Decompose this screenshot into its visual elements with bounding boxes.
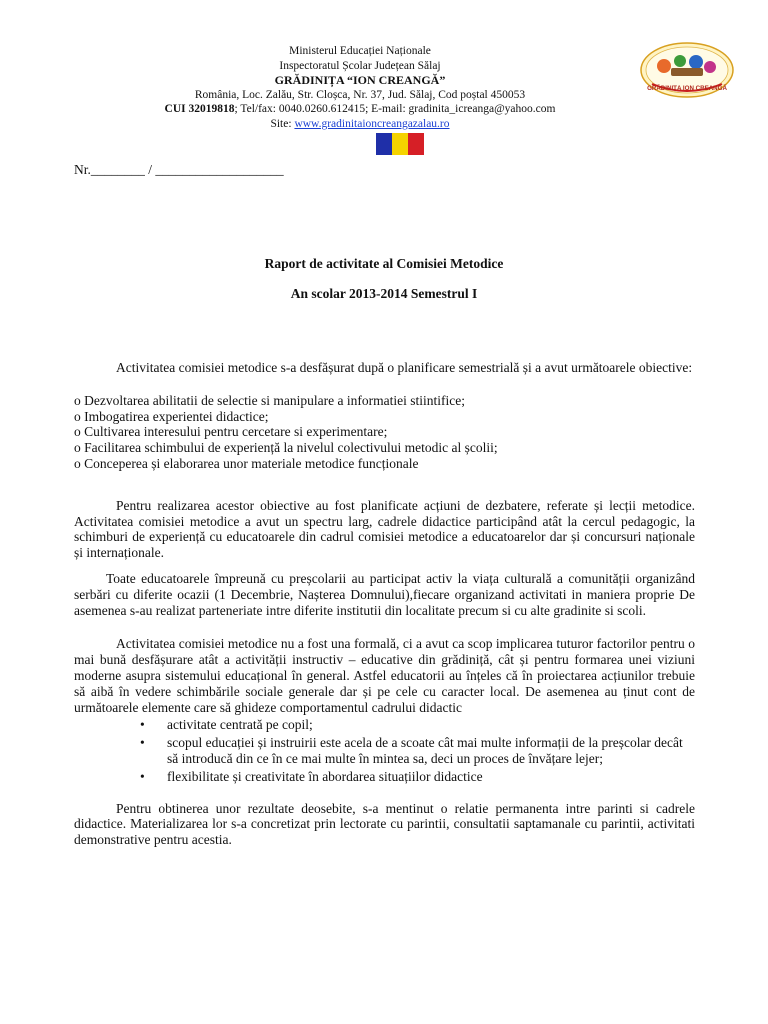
romanian-flag-icon <box>376 133 424 155</box>
flag-stripe-yellow <box>392 133 408 155</box>
flag-stripe-blue <box>376 133 392 155</box>
report-subtitle: An scolar 2013-2014 Semestrul I <box>290 286 478 301</box>
bullet-item <box>140 717 695 733</box>
contact-details: ; Tel/fax: 0040.0260.612415; E-mail: gradinita_icreanga@yahoo.com <box>234 103 556 115</box>
objective-item: o Conceperea și elaborarea unor materiale metodice funcționale <box>74 455 419 471</box>
objective-item: o Facilitarea schimbului de experiență la nivelul colectivului metodic al școlii; <box>74 440 498 456</box>
parents-relation-paragraph: Pentru obtinerea unor rezultate deosebite, s-a mentinut o relatie permanenta intre parinti si cadrele didactice. Materializarea lor s-a concretizat prin lectorate cu parintii, consultatii saptamanale cu parintii, activitati demonstrative pentru acestia. <box>74 800 695 848</box>
bullet-text: activitate centrată pe copil; <box>167 717 313 733</box>
bullet-icon: • <box>140 717 145 733</box>
cui-label: CUI 32019818 <box>164 103 235 115</box>
logo-text: GRĂDINIȚA ION CREANGĂ <box>647 85 727 92</box>
site-link[interactable]: www.gradinitaioncreangazalau.ro <box>294 117 450 130</box>
guiding-elements-list <box>74 717 695 784</box>
flag-stripe-red <box>408 133 424 155</box>
kindergarten-logo-icon <box>640 42 734 98</box>
site-label: Site: <box>270 117 295 130</box>
school-name: GRĂDINIȚA “ION CREANGĂ” <box>274 73 446 87</box>
report-body <box>74 360 695 848</box>
bullet-item <box>140 735 695 767</box>
inspectorate-line: Inspectoratul Școlar Județean Sălaj <box>279 59 441 72</box>
bullet-text: flexibilitate și creativitate în abordarea situațiilor didactice <box>167 768 483 784</box>
bullet-icon: • <box>140 735 145 751</box>
objectives-list <box>74 393 695 472</box>
methodical-commission-paragraph: Activitatea comisiei metodice nu a fost una formală, ci a avut ca scop implicarea tuturor factorilor pentru o mai bună desfășurare atât a activității instructiv – educative din grădiniță, cât și pentru formarea unei viziuni moderne asupra sistemului educațional în general. Astfel educatorii au înțeles că în proiectarea acțiunilor trebuie să aibă în vedere schimbările sociale generale dar și pe cele cu caracter local. De asemenea au ținut cont de următoarele elemente care să ghideze comportamentul cadrului didactic <box>74 636 695 715</box>
planning-paragraph: Pentru realizarea acestor obiective au fost planificate acțiuni de dezbatere, referate și lecții metodice. Activitatea comisiei metodice a avut un spectru larg, cadrele didactice participând atât la cercul pedagogic, la schimburi de experiență cu educatoarele din cadrul comisiei metodice a educatoarelor dar și concursuri naționale și internaționale. <box>74 497 695 561</box>
contact-line <box>150 102 570 117</box>
objective-item: o Dezvoltarea abilitatii de selectie si manipulare a informatiei stiintifice; <box>74 392 465 408</box>
report-title: Raport de activitate al Comisiei Metodice <box>264 256 504 271</box>
cultural-activity-paragraph: Toate educatoarele împreună cu preșcolarii au participat activ la viața culturală a comunității organizând serbări cu diferite ocazii (1 Decembrie, Nașterea Domnului),fiecare organizand activitati in maniera proprie De asemenea s-au realizat parteneriate intre diferite institutii din localitate precum si cu alte gradinite si scoli. <box>74 570 695 618</box>
address-line: România, Loc. Zalău, Str. Cloșca, Nr. 37, Jud. Sălaj, Cod poștal 450053 <box>194 88 526 101</box>
objective-item: o Cultivarea interesului pentru cercetare si experimentare; <box>74 424 388 440</box>
bullet-item <box>140 769 695 785</box>
bullet-text: scopul educației și instruirii este acela de a scoate cât mai multe informații de la preșcolar decât să introducă din ce în ce mai multe în mintea sa, deci un proces de învățare lejer; <box>167 735 683 766</box>
registration-number-line: Nr.________ / ___________________ <box>74 162 284 177</box>
bullet-icon: • <box>140 768 145 784</box>
ministry-line: Ministerul Educației Naționale <box>289 45 431 57</box>
letterhead <box>150 44 570 131</box>
site-line <box>150 117 570 132</box>
objective-item: o Imbogatirea experientei didactice; <box>74 408 269 424</box>
intro-paragraph: Activitatea comisiei metodice s-a desfășurat după o planificare semestrială și a avut următoarele obiective: <box>116 360 693 375</box>
